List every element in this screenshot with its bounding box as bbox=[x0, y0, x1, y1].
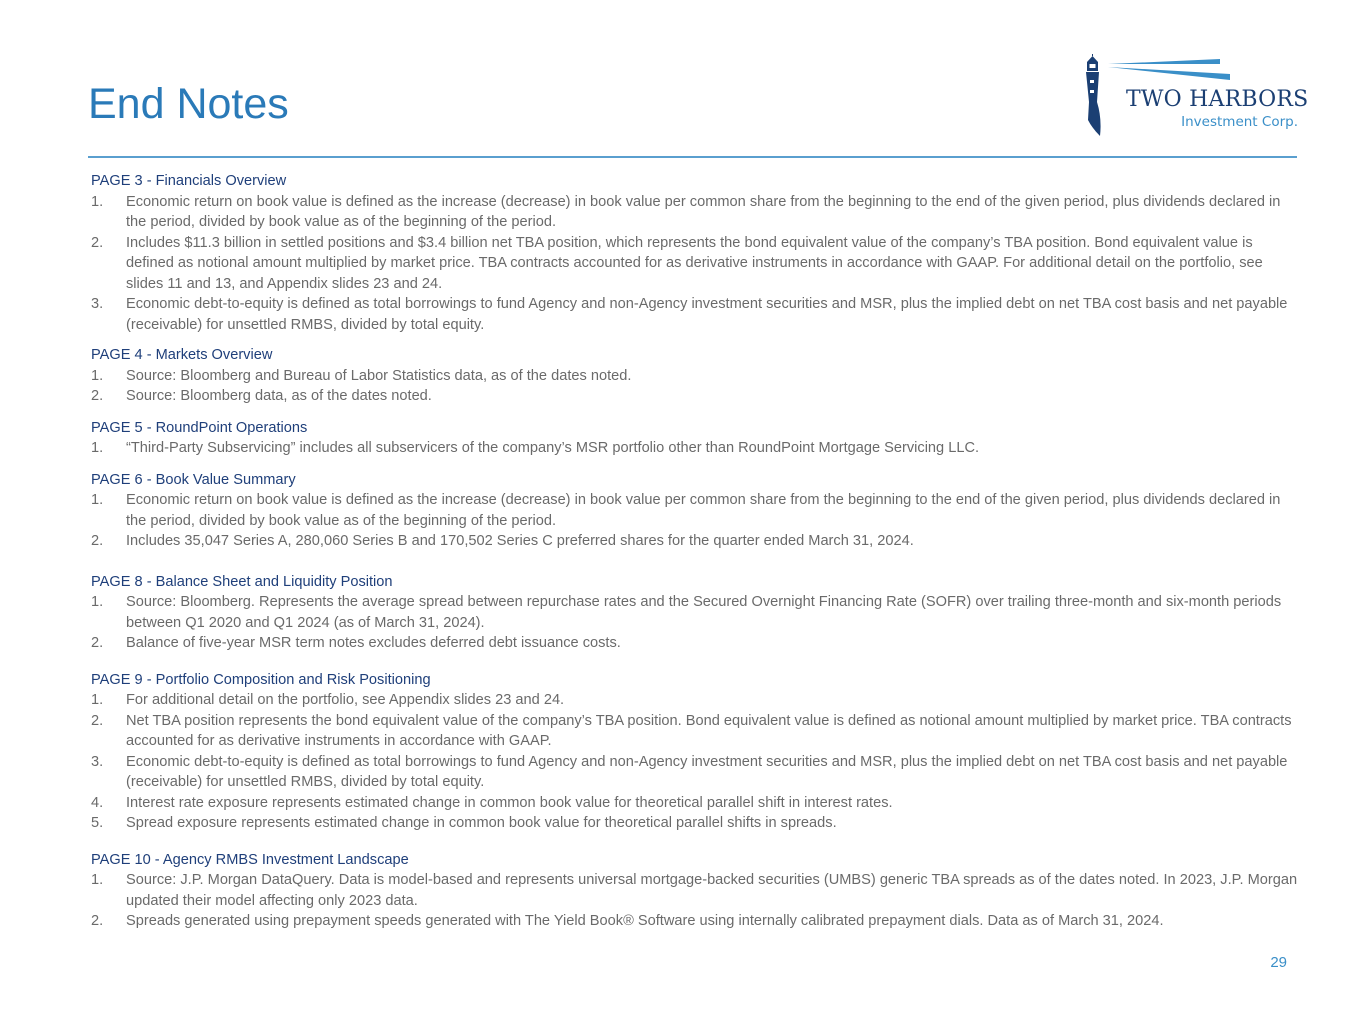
note-item bbox=[91, 813, 1301, 834]
note-item bbox=[91, 752, 1301, 793]
note-item bbox=[91, 386, 1301, 407]
section-title: PAGE 8 - Balance Sheet and Liquidity Position bbox=[91, 573, 393, 590]
note-number: 2. bbox=[91, 234, 104, 251]
notes-section-page-4 bbox=[91, 345, 1301, 407]
logo-brand-subtitle: Investment Corp. bbox=[1181, 114, 1298, 130]
note-text: Spread exposure represents estimated change in common book value for theoretical parallel shifts in spreads. bbox=[126, 815, 837, 831]
note-text: Spreads generated using prepayment speeds generated with The Yield Book® Software using internally calibrated prepayment dials. Data as of March 31, 2024. bbox=[126, 913, 1164, 929]
note-number: 1. bbox=[91, 872, 104, 888]
note-number: 1. bbox=[91, 692, 104, 708]
note-item bbox=[91, 233, 1301, 295]
note-text: “Third-Party Subservicing” includes all subservicers of the company’s MSR portfolio other than RoundPoint Mortgage Servicing LLC. bbox=[126, 440, 980, 456]
note-item bbox=[91, 490, 1301, 531]
note-item bbox=[91, 711, 1301, 752]
note-number: 5. bbox=[91, 815, 104, 831]
note-text: For additional detail on the portfolio, see Appendix slides 23 and 24. bbox=[126, 692, 565, 708]
note-text: Source: J.P. Morgan DataQuery. Data is model-based and represents universal mortgage-backed securities (UMBS) generic TBA spreads as of the dates noted. In 2023, J.P. Morgan updated their model affecting only 2023 data. bbox=[126, 872, 1298, 909]
note-text: Economic debt-to-equity is defined as total borrowings to fund Agency and non-Agency investment securities and MSR, plus the implied debt on net TBA cost basis and net payable (receivable) for unsettled RMBS, divided by total equity. bbox=[126, 753, 1288, 790]
page-number: 29 bbox=[1270, 954, 1287, 971]
note-text: Economic debt-to-equity is defined as total borrowings to fund Agency and non-Agency investment securities and MSR, plus the implied debt on net TBA cost basis and net payable (receivable) for unsettled RMBS, divided by total equity. bbox=[126, 296, 1288, 333]
note-number: 3. bbox=[91, 753, 104, 770]
note-item bbox=[91, 192, 1301, 233]
title-divider bbox=[88, 156, 1297, 158]
note-text: Source: Bloomberg and Bureau of Labor Statistics data, as of the dates noted. bbox=[126, 367, 632, 384]
note-item bbox=[91, 870, 1301, 911]
note-text: Economic return on book value is defined as the increase (decrease) in book value per common share from the beginning to the end of the given period, plus dividends declared in the period, divided by book value as of the beginning of the period. bbox=[126, 193, 1281, 230]
note-number: 4. bbox=[91, 794, 104, 811]
page-title: End Notes bbox=[88, 80, 289, 128]
notes-section-page-10 bbox=[91, 850, 1301, 932]
note-text: Source: Bloomberg data, as of the dates noted. bbox=[126, 388, 432, 404]
note-item bbox=[91, 366, 1301, 387]
note-text: Includes 35,047 Series A, 280,060 Series B and 170,502 Series C preferred shares for the quarter ended March 31, 2024. bbox=[126, 533, 914, 549]
note-item bbox=[91, 690, 1301, 711]
end-notes-list bbox=[91, 171, 1301, 932]
note-text: Interest rate exposure represents estimated change in common book value for theoretical parallel shift in interest rates. bbox=[126, 794, 893, 811]
note-item bbox=[91, 531, 1301, 552]
note-number: 1. bbox=[91, 193, 104, 210]
note-number: 3. bbox=[91, 296, 104, 312]
note-text: Balance of five-year MSR term notes excludes deferred debt issuance costs. bbox=[126, 635, 621, 651]
note-number: 1. bbox=[91, 440, 104, 456]
note-text: Net TBA position represents the bond equivalent value of the company’s TBA position. Bond equivalent value is defined as notional amount multiplied by market price. TBA contracts accounted for as derivative instruments in accordance with GAAP. bbox=[126, 712, 1292, 749]
light-beam-lower bbox=[1108, 67, 1230, 80]
section-title: PAGE 6 - Book Value Summary bbox=[91, 471, 296, 488]
note-text: Economic return on book value is defined as the increase (decrease) in book value per common share from the beginning to the end of the given period, plus dividends declared in the period, divided by book value as of the beginning of the period. bbox=[126, 492, 1281, 529]
light-beam-upper bbox=[1108, 59, 1220, 64]
section-title: PAGE 3 - Financials Overview bbox=[91, 173, 287, 189]
note-number: 2. bbox=[91, 533, 104, 549]
section-title: PAGE 4 - Markets Overview bbox=[91, 347, 273, 363]
note-number: 2. bbox=[91, 913, 104, 929]
notes-section-page-8 bbox=[91, 572, 1301, 654]
logo-brand-name: TWO HARBORS bbox=[1126, 87, 1309, 112]
note-item bbox=[91, 911, 1301, 932]
note-item bbox=[91, 633, 1301, 654]
notes-section-page-9 bbox=[91, 670, 1301, 834]
notes-section-page-6 bbox=[91, 470, 1301, 552]
two-harbors-logo bbox=[1078, 50, 1308, 142]
note-item bbox=[91, 793, 1301, 814]
note-text: Source: Bloomberg. Represents the average spread between repurchase rates and the Secured Overnight Financing Rate (SOFR) over trailing three-month and six-month periods between Q1 2020 and Q1 2024 (as of March 31, 2024). bbox=[126, 594, 1282, 631]
note-item bbox=[91, 438, 1301, 459]
notes-section-page-5 bbox=[91, 418, 1301, 459]
note-number: 1. bbox=[91, 367, 104, 384]
note-number: 1. bbox=[91, 492, 104, 508]
notes-section-page-3 bbox=[91, 171, 1301, 335]
note-number: 2. bbox=[91, 712, 104, 729]
note-number: 2. bbox=[91, 635, 104, 651]
note-item bbox=[91, 294, 1301, 335]
note-item bbox=[91, 592, 1301, 633]
note-number: 2. bbox=[91, 388, 104, 404]
section-title: PAGE 10 - Agency RMBS Investment Landscape bbox=[91, 851, 409, 868]
note-text: Includes $11.3 billion in settled positions and $3.4 billion net TBA position, which represents the bond equivalent value of the company’s TBA position. Bond equivalent value is defined as notional amount multiplied by market price. TBA contracts accounted for as derivative instruments in accordance with GAAP. For additional detail on the portfolio, see slides 11 and 13, and Appendix slides 23 and 24. bbox=[126, 234, 1263, 292]
section-title: PAGE 5 - RoundPoint Operations bbox=[91, 419, 308, 436]
note-number: 1. bbox=[91, 594, 104, 610]
section-title: PAGE 9 - Portfolio Composition and Risk Positioning bbox=[91, 671, 431, 688]
